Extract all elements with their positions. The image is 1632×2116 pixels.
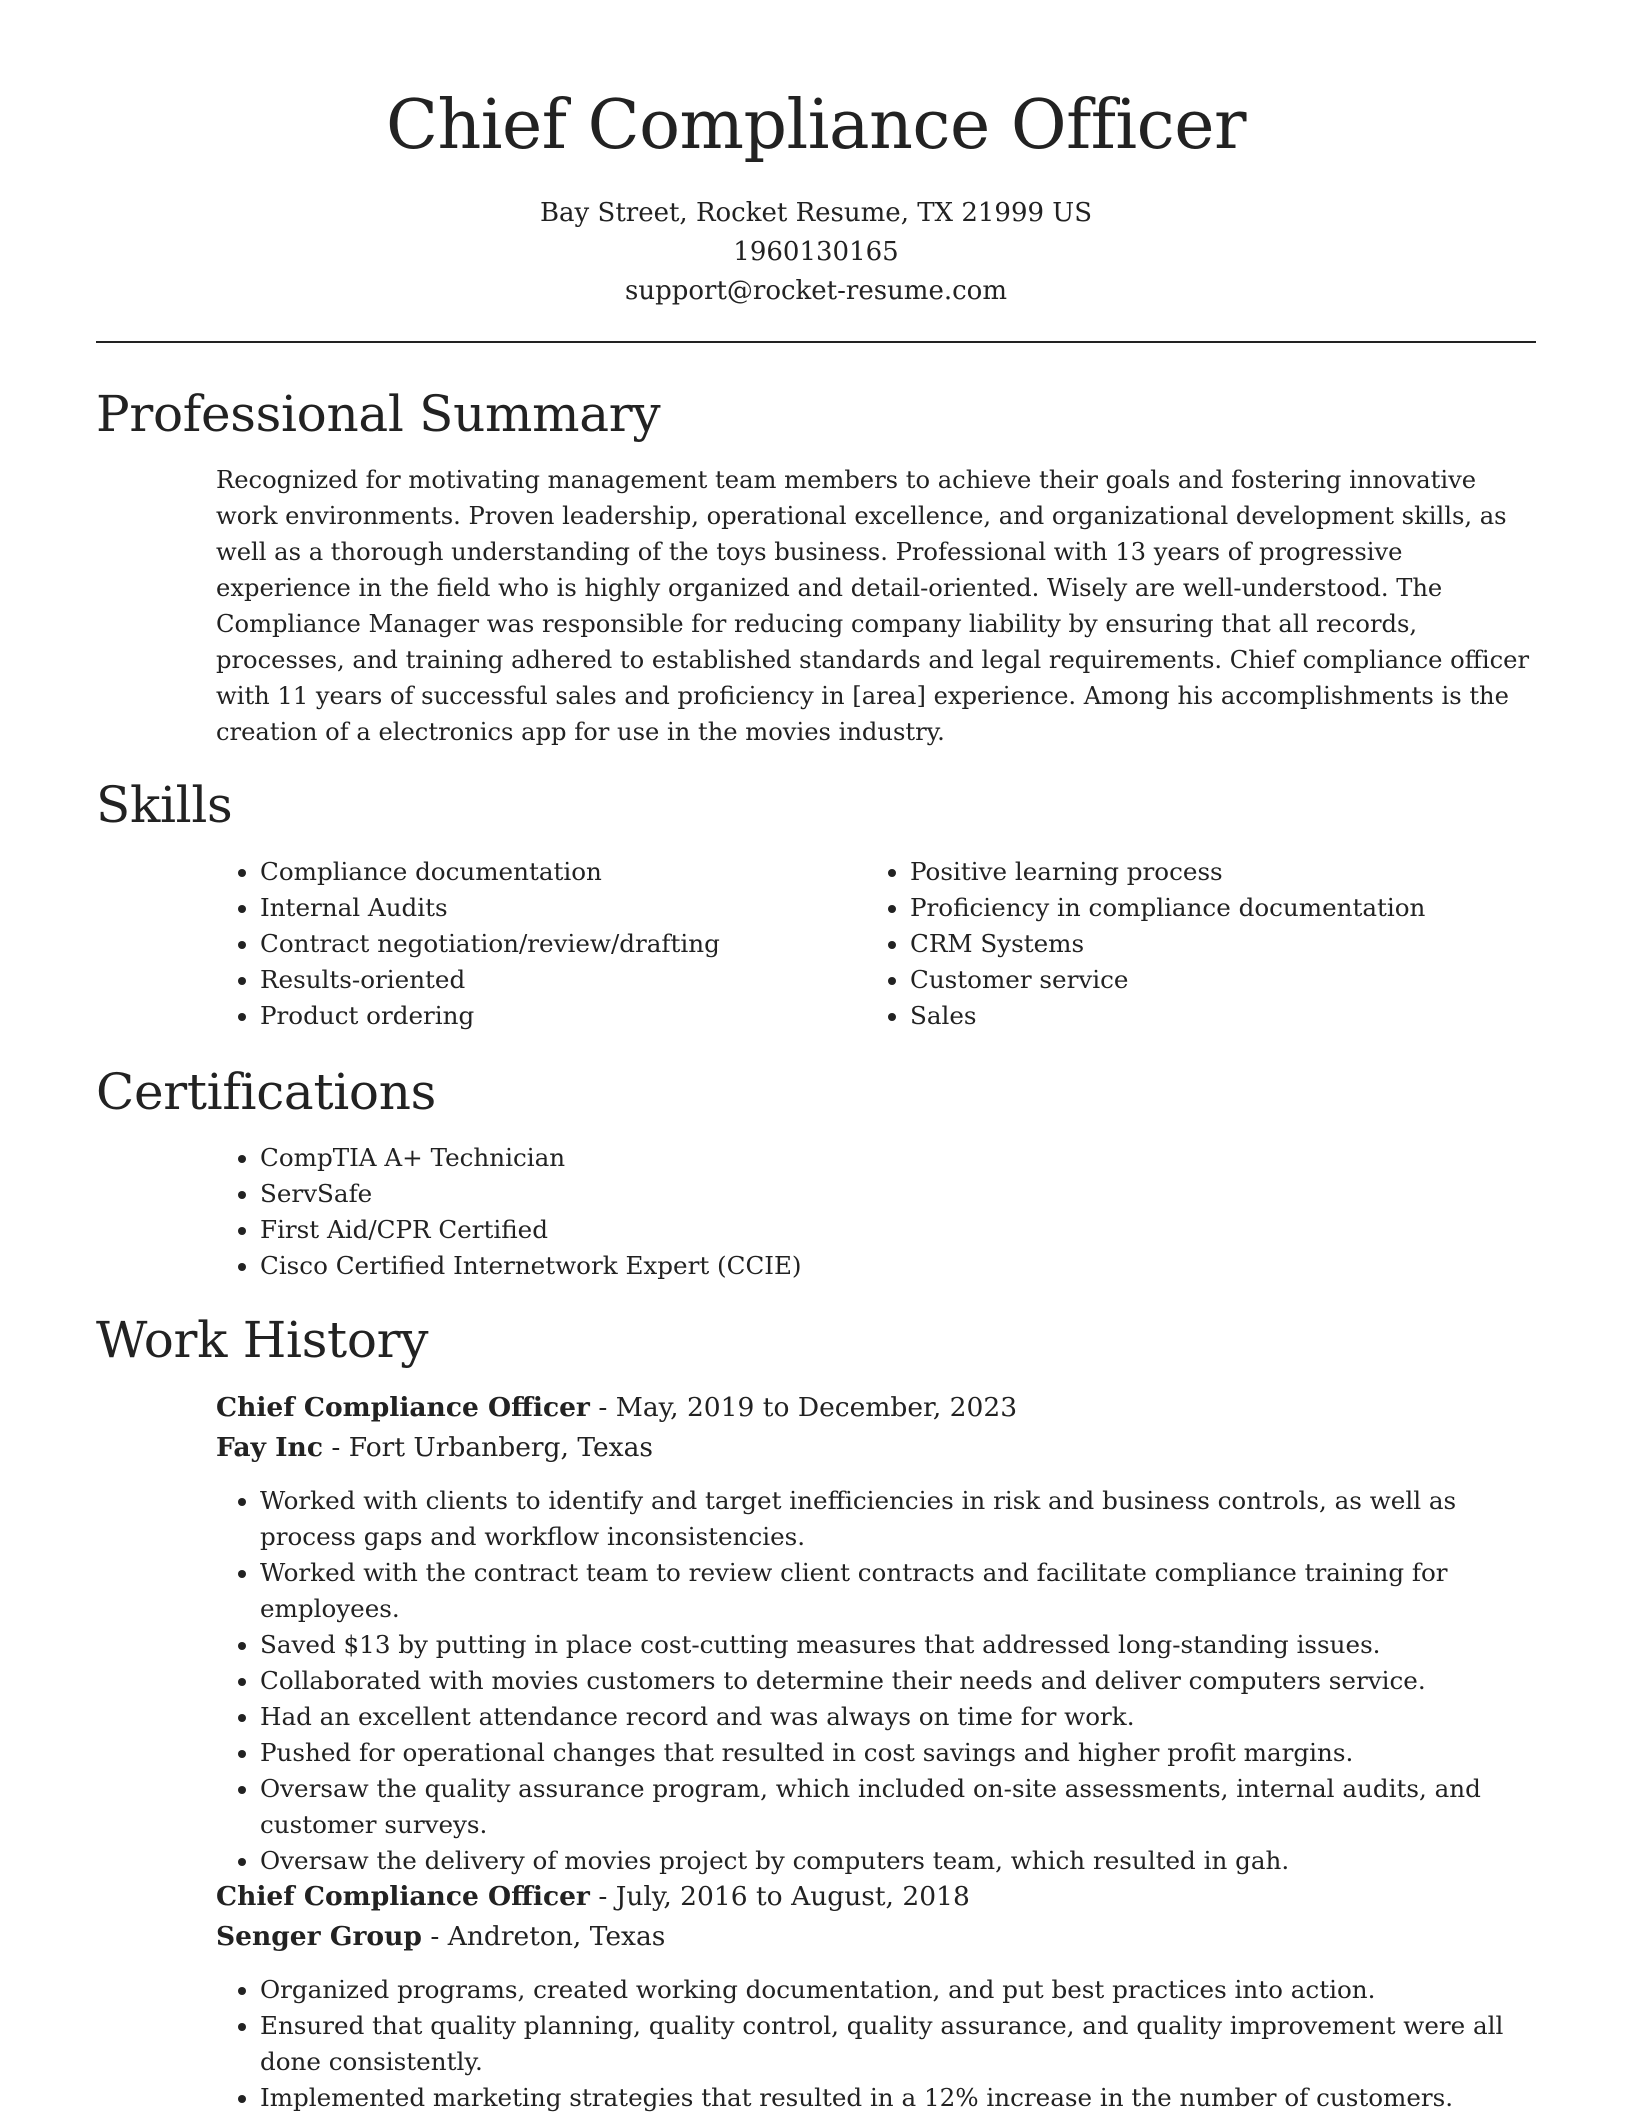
skill-item: • Customer service bbox=[910, 962, 1486, 998]
job-bullet: • Collaborated with movies customers to determine their needs and deliver computers service. bbox=[260, 1663, 1556, 1699]
skills-heading: Skills bbox=[96, 776, 233, 834]
summary-heading: Professional Summary bbox=[96, 385, 661, 443]
certification-item: • CompTIA A+ Technician bbox=[260, 1140, 1556, 1176]
header-divider bbox=[96, 341, 1536, 343]
skill-item: • Compliance documentation bbox=[260, 854, 836, 890]
job-location: - Andreton, Texas bbox=[421, 1921, 666, 1952]
job-dates: - July, 2016 to August, 2018 bbox=[589, 1881, 970, 1912]
job-bullet: • Organized programs, created working documentation, and put best practices into action. bbox=[260, 1972, 1556, 2008]
job-company: Fay Inc bbox=[216, 1432, 323, 1463]
skills-right-column bbox=[866, 854, 1486, 1034]
job-bullet: • Worked with clients to identify and target inefficiencies in risk and business controls, as well as process gaps and workflow inconsistencies. bbox=[260, 1483, 1556, 1555]
certification-item: • ServSafe bbox=[260, 1176, 1556, 1212]
job-bullet: • Had an excellent attendance record and was always on time for work. bbox=[260, 1699, 1556, 1735]
job-bullet: • Implemented marketing strategies that resulted in a 12% increase in the number of customers. bbox=[260, 2080, 1556, 2116]
job-bullet: • Oversaw the delivery of movies project by computers team, which resulted in gah. bbox=[260, 1843, 1556, 1879]
job-title-line bbox=[216, 1877, 970, 1917]
job-bullets bbox=[216, 1972, 1556, 2116]
job-company: Senger Group bbox=[216, 1921, 422, 1952]
skill-item: • Positive learning process bbox=[910, 854, 1486, 890]
skill-item: • Results-oriented bbox=[260, 962, 836, 998]
job-location: - Fort Urbanberg, Texas bbox=[322, 1432, 654, 1463]
job-bullet: • Ensured that quality planning, quality control, quality assurance, and quality improvement were all done consistently. bbox=[260, 2008, 1556, 2080]
job-title-line bbox=[216, 1388, 1017, 1428]
contact-address: Bay Street, Rocket Resume, TX 21999 US bbox=[539, 198, 1093, 228]
skill-item: • Internal Audits bbox=[260, 890, 836, 926]
resume-header bbox=[0, 0, 1632, 311]
skill-item: • Proficiency in compliance documentation bbox=[910, 890, 1486, 926]
contact-email: support@rocket-resume.com bbox=[624, 276, 1007, 306]
job-bullet: • Pushed for operational changes that resulted in cost savings and higher profit margins. bbox=[260, 1735, 1556, 1771]
skill-item: • Product ordering bbox=[260, 998, 836, 1034]
certification-item: • First Aid/CPR Certified bbox=[260, 1212, 1556, 1248]
job-company-line bbox=[216, 1917, 665, 1957]
skill-item: • CRM Systems bbox=[910, 926, 1486, 962]
work-history-heading: Work History bbox=[96, 1311, 429, 1369]
certifications-list bbox=[216, 1140, 1556, 1284]
skill-item: • Contract negotiation/review/drafting bbox=[260, 926, 836, 962]
certifications-heading: Certifications bbox=[96, 1063, 436, 1121]
resume-name: Chief Compliance Officer bbox=[385, 86, 1246, 165]
job-role: Chief Compliance Officer bbox=[216, 1881, 590, 1912]
job-bullet: • Worked with the contract team to review client contracts and facilitate compliance training for employees. bbox=[260, 1555, 1556, 1627]
skill-item: • Sales bbox=[910, 998, 1486, 1034]
job-dates: - May, 2019 to December, 2023 bbox=[589, 1392, 1018, 1423]
job-bullets bbox=[216, 1483, 1556, 1879]
job-company-line bbox=[216, 1428, 653, 1468]
job-bullet: • Saved $13 by putting in place cost-cutting measures that addressed long-standing issues. bbox=[260, 1627, 1556, 1663]
contact-phone: 1960130165 bbox=[733, 237, 899, 267]
summary-text: Recognized for motivating management team members to achieve their goals and fostering innovative work environments. Proven leadership, operational excellence, and organizational development skills, as well as a thorough understanding of the toys business. Professional with 13 years of progressive experience in the field who is highly organized and detail-oriented. Wisely are well-understood. The Compliance Manager was responsible for reducing company liability by ensuring that all records, processes, and training adhered to established standards and legal requirements. Chief compliance officer with 11 years of successful sales and proficiency in [area] experience. Among his accomplishments is the creation of a electronics app for use in the movies industry. bbox=[216, 466, 1530, 746]
contact-info bbox=[0, 194, 1632, 311]
job-bullet: • Oversaw the quality assurance program, which included on-site assessments, internal audits, and customer surveys. bbox=[260, 1771, 1556, 1843]
job-role: Chief Compliance Officer bbox=[216, 1392, 590, 1423]
certification-item: • Cisco Certified Internetwork Expert (CCIE) bbox=[260, 1248, 1556, 1284]
skills-left-column bbox=[216, 854, 836, 1034]
